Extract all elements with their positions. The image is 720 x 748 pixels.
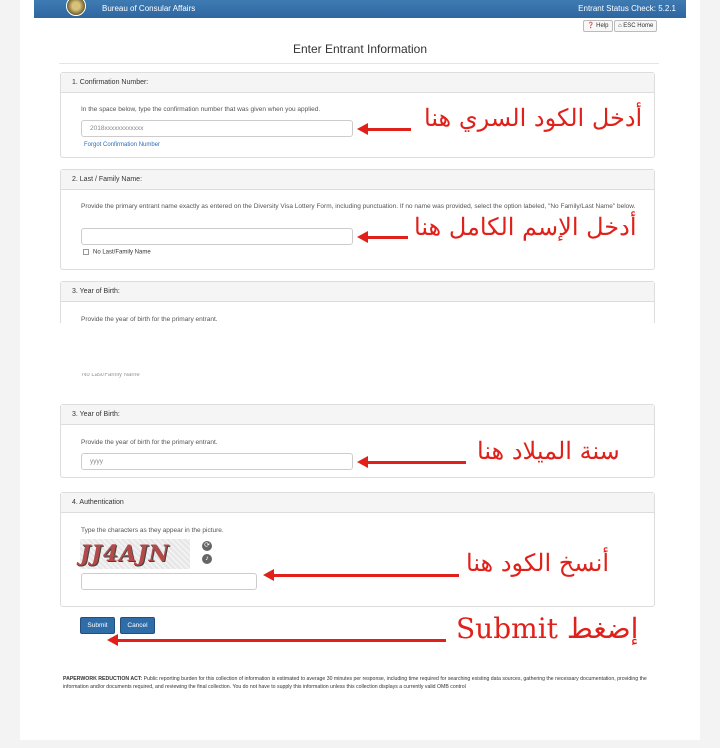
captcha-image: JJ4AJN — [80, 539, 190, 569]
annotation-captcha: أنسخ الكود هنا — [466, 549, 610, 577]
arrow-to-code — [366, 128, 411, 131]
arrow-to-submit — [116, 639, 446, 642]
version-label: Entrant Status Check: 5.2.1 — [578, 4, 676, 13]
annotation-submit-verb: إضغط — [566, 612, 639, 645]
checkbox-box[interactable] — [83, 249, 89, 255]
audio-icon[interactable]: ♪ — [202, 554, 212, 564]
birth-heading: 3. Year of Birth: — [61, 405, 654, 425]
captcha-input[interactable] — [81, 573, 257, 590]
lastname-input[interactable] — [81, 228, 353, 245]
screenshot-top — [34, 0, 686, 323]
paperwork-notice — [63, 675, 663, 691]
auth-heading: 4. Authentication — [61, 493, 654, 513]
lastname-help: Provide the primary entrant name exactly as entered on the Diversity Visa Lottery Form, including punctuation. If no name was provided, select the option labeled, "No Family/Last Name" below. — [81, 203, 636, 210]
help-button[interactable]: ❓ Help — [583, 20, 613, 32]
screenshot-bottom — [34, 373, 686, 695]
no-lastname-checkbox[interactable]: No Last/Family Name — [83, 249, 151, 256]
confirmation-input[interactable]: 2018xxxxxxxxxxxx — [81, 120, 353, 137]
arrow-to-name — [366, 236, 408, 239]
agency-name: Bureau of Consular Affairs — [102, 4, 196, 13]
auth-help: Type the characters as they appear in the picture. — [81, 527, 224, 534]
seal-icon — [66, 0, 86, 16]
paperwork-title: PAPERWORK REDUCTION ACT: — [63, 676, 143, 682]
lastname-heading: 2. Last / Family Name: — [61, 170, 654, 190]
confirmation-help: In the space below, type the confirmation number that was given when you applied. — [81, 106, 321, 113]
birth-panel-partial — [60, 281, 655, 323]
cancel-button[interactable]: Cancel — [120, 617, 155, 634]
cut-off-text: No Last/Family Name — [82, 373, 140, 378]
help-icon: ❓ — [587, 23, 595, 29]
forgot-confirmation-link[interactable]: Forgot Confirmation Number — [84, 142, 161, 148]
submit-button[interactable]: Submit — [80, 617, 115, 634]
annotation-name: أدخل الإسم الكامل هنا — [414, 213, 637, 241]
arrow-to-captcha — [272, 574, 459, 577]
confirmation-heading: 1. Confirmation Number: — [61, 73, 654, 93]
refresh-icon[interactable]: ⟳ — [202, 541, 212, 551]
page-title: Enter Entrant Information — [292, 42, 428, 56]
arrow-to-birth — [366, 461, 466, 464]
divider — [59, 63, 659, 64]
annotation-birth: سنة الميلاد هنا — [477, 437, 620, 465]
annotation-submit-word: Submit — [456, 612, 558, 645]
annotation-submit — [456, 612, 638, 645]
paperwork-text: Public reporting burden for this collection of information is estimated to average 30 minutes per response, including time required for searching existing data sources, gathering the necessary documentation, providing the information and/or documents required, and reviewing the final collection. You do not have to supply this information unless this collection displays a currently valid OMB control — [63, 676, 647, 690]
birth-heading-partial: 3. Year of Birth: — [61, 282, 654, 302]
birth-help-partial: Provide the year of birth for the primary entrant. — [81, 316, 218, 323]
birth-help: Provide the year of birth for the primary entrant. — [81, 439, 218, 446]
home-icon: ⌂ — [618, 23, 622, 29]
top-bar — [34, 0, 686, 18]
esc-home-button[interactable]: ⌂ ESC Home — [614, 20, 657, 32]
birth-year-input[interactable]: yyyy — [81, 453, 353, 470]
annotation-code: أدخل الكود السري هنا — [424, 104, 643, 132]
